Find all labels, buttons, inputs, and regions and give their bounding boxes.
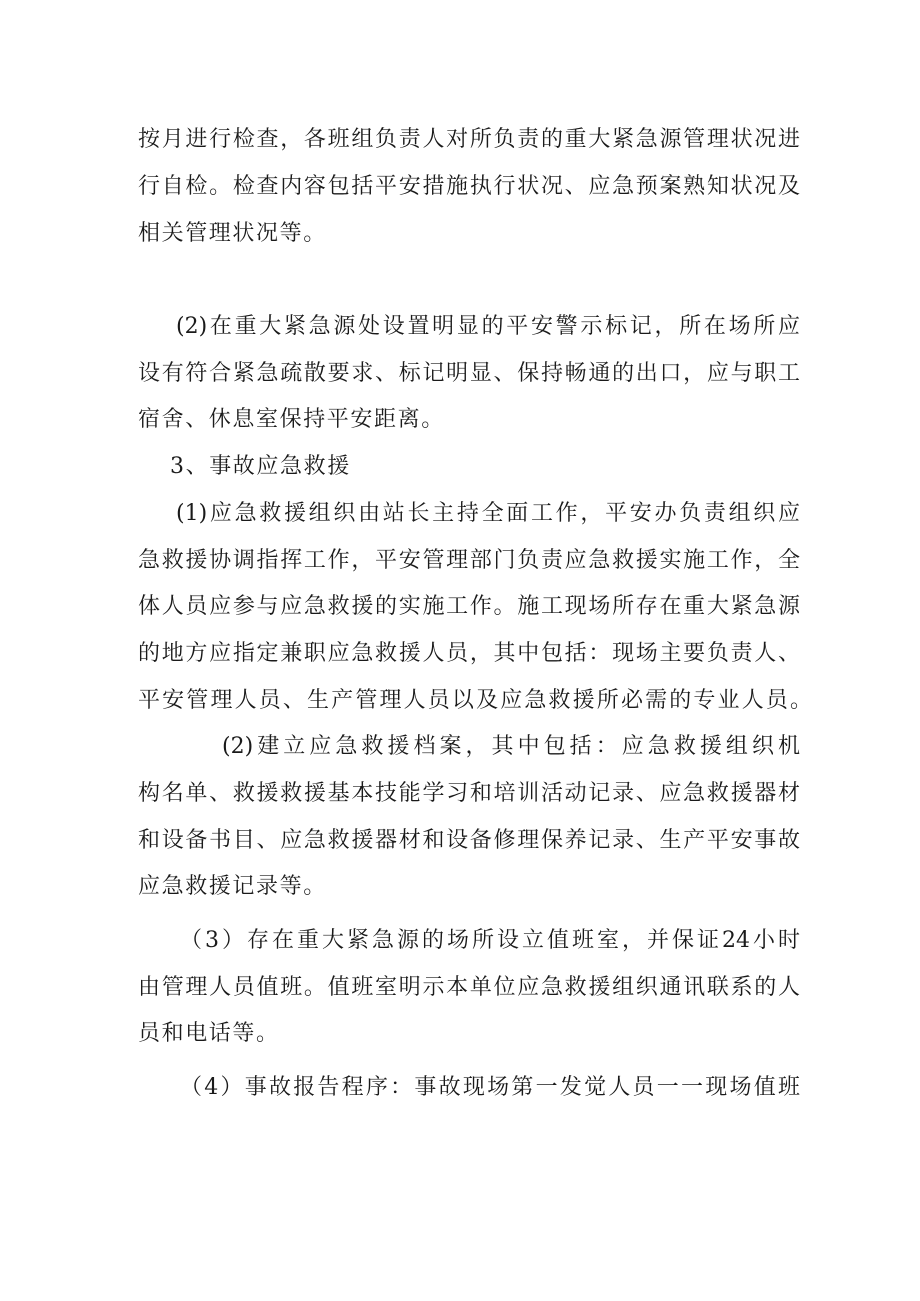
paragraph-line: (2)在重大紧急源处设置明显的平安警示标记，所在场所应 <box>176 314 800 339</box>
paragraph-line: 体人员应参与应急救援的实施工作。施工现场所存在重大紧急源 <box>138 594 800 619</box>
paragraph-line: (2)建立应急救援档案，其中包括：应急救援组织机 <box>222 734 800 759</box>
paragraph-line: （3）存在重大紧急源的场所设立值班室，并保证24小时 <box>180 928 800 953</box>
paragraph-line: 急救援协调指挥工作，平安管理部门负责应急救援实施工作，全 <box>138 548 800 573</box>
paragraph-line: （4）事故报告程序：事故现场第一发觉人员一一现场值班 <box>180 1075 800 1100</box>
paragraph-line: 由管理人员值班。值班室明示本单位应急救援组织通讯联系的人 <box>138 975 800 1000</box>
section-heading: 3、事故应急救援 <box>170 454 351 479</box>
paragraph-line: 按月进行检查，各班组负责人对所负责的重大紧急源管理状况进 <box>138 127 800 152</box>
paragraph-line: 行自检。检查内容包括平安措施执行状况、应急预案熟知状况及 <box>138 174 800 199</box>
paragraph-line: (1)应急救援组织由站长主持全面工作，平安办负责组织应 <box>176 501 800 526</box>
paragraph-line: 平安管理人员、生产管理人员以及应急救援所必需的专业人员。 <box>138 688 812 713</box>
paragraph-line: 宿舍、休息室保持平安距离。 <box>138 407 445 432</box>
paragraph-line: 应急救援记录等。 <box>138 874 327 899</box>
paragraph-line: 和设备书目、应急救援器材和设备修理保养记录、生产平安事故 <box>138 828 800 853</box>
paragraph-line: 相关管理状况等。 <box>138 221 327 246</box>
paragraph-line: 构名单、救援救援基本技能学习和培训活动记录、应急救援器材 <box>138 781 800 806</box>
paragraph-line: 的地方应指定兼职应急救援人员，其中包括：现场主要负责人、 <box>138 641 800 666</box>
paragraph-line: 员和电话等。 <box>138 1021 280 1046</box>
paragraph-line: 设有符合紧急疏散要求、标记明显、保持畅通的出口，应与职工 <box>138 361 800 386</box>
